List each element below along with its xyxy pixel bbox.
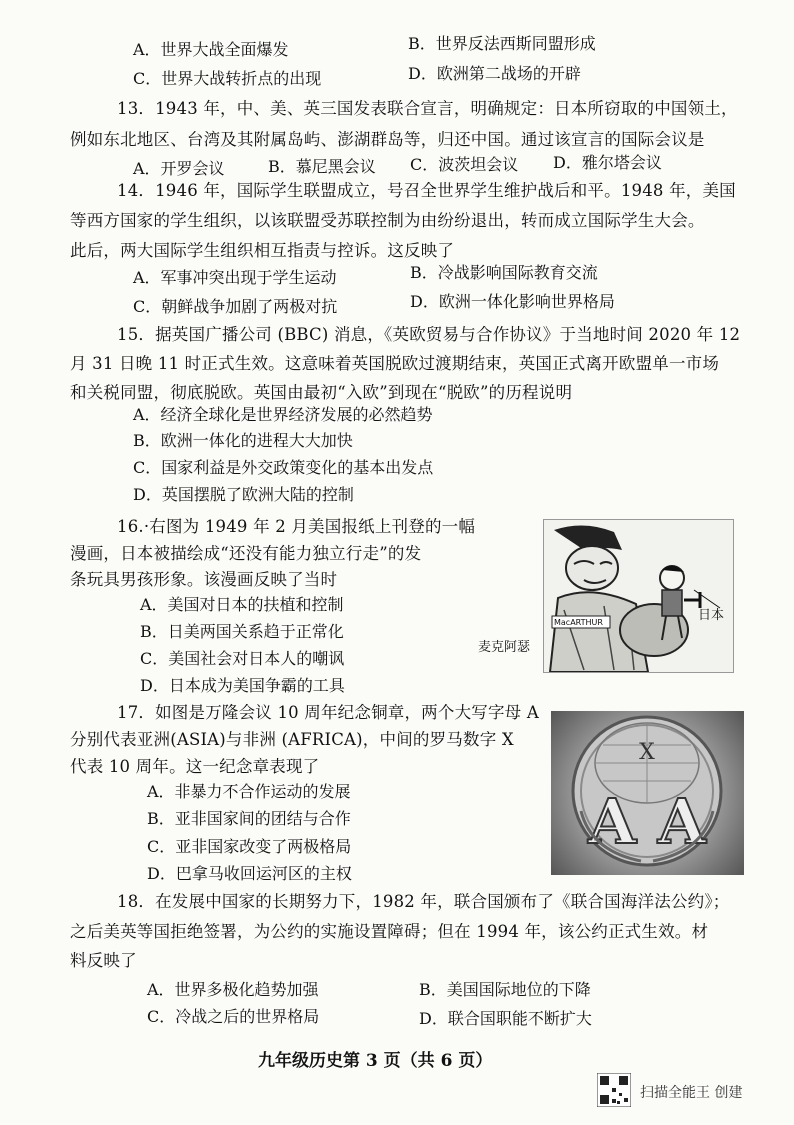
q16-stem-line-3: 条玩具男孩形象。该漫画反映了当时	[70, 570, 338, 589]
q16-option-d[interactable]: D．日本成为美国争霸的工具	[140, 676, 345, 695]
q12-option-a[interactable]: A．世界大战全面爆发	[133, 40, 289, 59]
q13-option-c[interactable]: C．波茨坦会议	[410, 155, 519, 174]
q16-option-c[interactable]: C．美国社会对日本人的嘲讽	[140, 649, 345, 668]
q17-option-b[interactable]: B．亚非国家间的团结与合作	[147, 809, 351, 828]
q18-option-d[interactable]: D．联合国职能不断扩大	[419, 1009, 592, 1028]
q17-option-a[interactable]: A．非暴力不合作运动的发展	[147, 782, 351, 801]
q12-option-d[interactable]: D．欧洲第二战场的开辟	[408, 64, 581, 83]
q13-option-d[interactable]: D．雅尔塔会议	[553, 153, 662, 172]
q12-option-c[interactable]: C．世界大战转折点的出现	[133, 69, 322, 88]
page-footer: 九年级历史第 3 页（共 6 页）	[258, 1051, 493, 1071]
qr-code-icon	[597, 1073, 631, 1107]
q14-option-d[interactable]: D．欧洲一体化影响世界格局	[410, 292, 615, 311]
q14-option-c[interactable]: C．朝鲜战争加剧了两极对抗	[133, 297, 338, 316]
q14-stem-line-1: 14．1946 年，国际学生联盟成立，号召全世界学生维护战后和平。1948 年，美国	[117, 181, 736, 200]
q14-option-a[interactable]: A．军事冲突出现于学生运动	[133, 268, 337, 287]
q15-option-a[interactable]: A．经济全球化是世界经济发展的必然趋势	[133, 405, 433, 424]
q17-option-d[interactable]: D．巴拿马收回运河区的主权	[147, 864, 352, 883]
cartoon-illustration	[544, 520, 733, 672]
q13-stem-line-1: 13．1943 年，中、美、英三国发表联合宣言，明确规定：日本所窃取的中国领土，	[117, 99, 738, 118]
q17-stem-line-1: 17．如图是万隆会议 10 周年纪念铜章，两个大写字母 A	[117, 703, 539, 722]
scanner-watermark-text: 扫描全能王 创建	[640, 1085, 743, 1101]
q15-option-c[interactable]: C．国家利益是外交政策变化的基本出发点	[133, 458, 434, 477]
cartoon-label-macarthur: 麦克阿瑟	[478, 640, 531, 655]
q16-option-a[interactable]: A．美国对日本的扶植和控制	[140, 595, 344, 614]
cartoon-tag-text: MacARTHUR	[554, 618, 603, 627]
q17-stem-line-3: 代表 10 周年。这一纪念章表现了	[70, 757, 320, 776]
q15-option-b[interactable]: B．欧洲一体化的进程大大加快	[133, 431, 353, 450]
q17-option-c[interactable]: C．亚非国家改变了两极格局	[147, 837, 352, 856]
q18-option-c[interactable]: C．冷战之后的世界格局	[147, 1007, 320, 1026]
medal-numeral-x: X	[639, 740, 655, 765]
q14-stem-line-3: 此后，两大国际学生组织相互指责与控诉。这反映了	[70, 241, 455, 260]
q15-stem-line-1: 15．据英国广播公司 (BBC) 消息，《英欧贸易与合作协议》于当地时间 2020 年 12	[117, 325, 741, 344]
q17-stem-line-2: 分别代表亚洲(ASIA)与非洲 (AFRICA)，中间的罗马数字 X	[70, 730, 514, 749]
q13-option-a[interactable]: A．开罗会议	[133, 159, 225, 178]
q16-option-b[interactable]: B．日美两国关系趋于正常化	[140, 622, 344, 641]
q12-option-b[interactable]: B．世界反法西斯同盟形成	[408, 34, 596, 53]
q18-stem-line-1: 18．在发展中国家的长期努力下，1982 年，联合国颁布了《联合国海洋法公约》；	[117, 892, 730, 911]
q17-medal-image	[551, 711, 744, 875]
q16-stem-line-2: 漫画，日本被描绘成“还没有能力独立行走”的发	[70, 544, 422, 563]
q13-option-b[interactable]: B．慕尼黑会议	[268, 157, 376, 176]
q15-stem-line-3: 和关税同盟，彻底脱欧。英国由最初“入欧”到现在“脱欧”的历程说明	[70, 383, 573, 402]
q16-stem-line-1: 16.·右图为 1949 年 2 月美国报纸上刊登的一幅	[117, 517, 476, 536]
cartoon-label-japan: 日本	[698, 608, 725, 623]
q18-stem-line-2: 之后美英等国拒绝签署，为公约的实施设置障碍；但在 1994 年，该公约正式生效。材	[70, 922, 709, 941]
q14-option-b[interactable]: B．冷战影响国际教育交流	[410, 263, 598, 282]
q18-option-b[interactable]: B．美国国际地位的下降	[419, 980, 591, 999]
q15-stem-line-2: 月 31 日晚 11 时正式生效。这意味着英国脱欧过渡期结束，英国正式离开欧盟单一市场	[70, 354, 720, 373]
q18-stem-line-3: 料反映了	[70, 951, 137, 970]
medal-letters-aa: A A	[588, 785, 706, 858]
q18-option-a[interactable]: A．世界多极化趋势加强	[147, 980, 319, 999]
bandung-medal-illustration	[551, 711, 744, 875]
q14-stem-line-2: 等西方国家的学生组织，以该联盟受苏联控制为由纷纷退出，转而成立国际学生大会。	[70, 211, 705, 230]
q15-option-d[interactable]: D．英国摆脱了欧洲大陆的控制	[133, 485, 354, 504]
q13-stem-line-2: 例如东北地区、台湾及其附属岛屿、澎湖群岛等，归还中国。通过该宣言的国际会议是	[70, 130, 705, 149]
q16-cartoon-image	[543, 519, 734, 673]
